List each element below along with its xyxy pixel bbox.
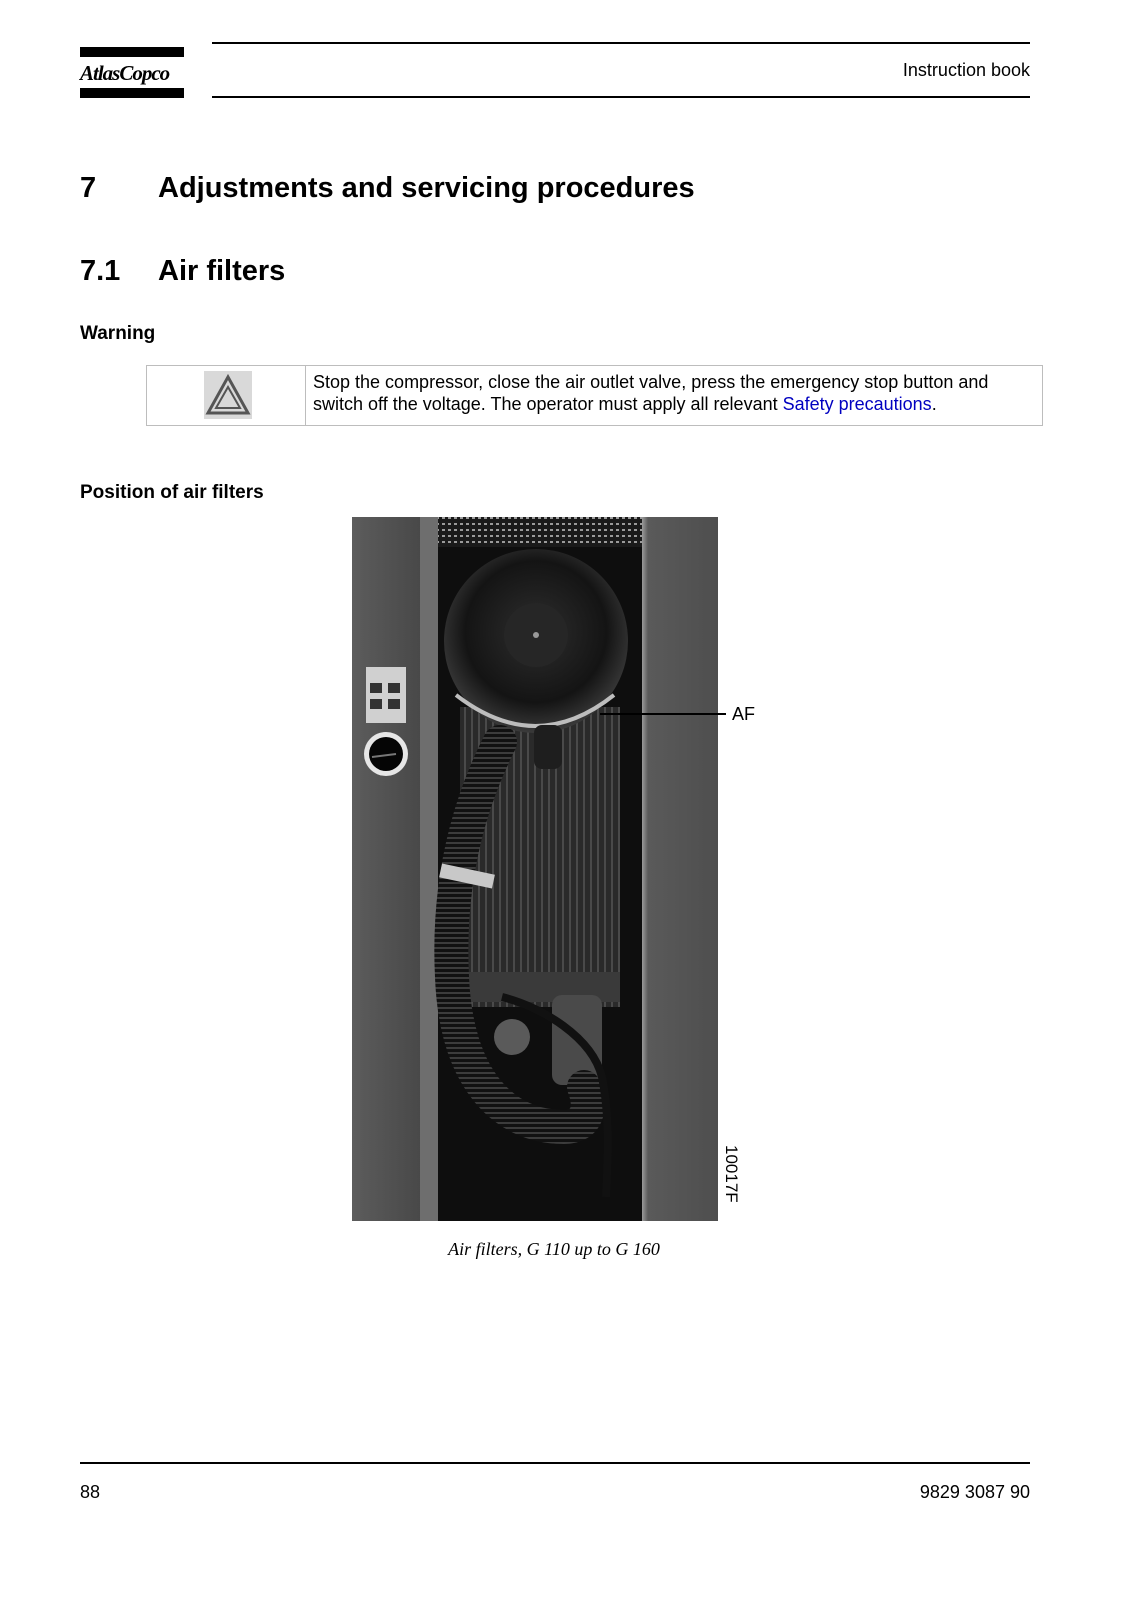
warning-triangle-icon	[204, 371, 252, 419]
safety-precautions-link[interactable]: Safety precautions	[782, 394, 932, 414]
logo-bar-bottom	[80, 88, 184, 98]
atlas-copco-logo	[80, 47, 184, 99]
warning-heading: Warning	[80, 323, 156, 344]
header-rule-bottom	[212, 96, 1030, 98]
warning-body: Stop the compressor, close the air outlet valve, press the emergency stop button and switch off the voltage. The operator must apply all relevant	[313, 372, 989, 414]
footer-rule	[80, 1462, 1030, 1464]
document-type: Instruction book	[902, 60, 1030, 80]
figure-caption: Air filters, G 110 up to G 160	[448, 1239, 660, 1259]
subsection-title: Air filters	[158, 255, 286, 287]
warning-end: .	[931, 394, 937, 414]
warning-text	[313, 371, 1033, 415]
section-number: 7	[80, 172, 97, 204]
subsection-number: 7.1	[80, 255, 121, 287]
page-number: 88	[80, 1482, 101, 1502]
document-number: 9829 3087 90	[919, 1482, 1030, 1502]
logo-bar-top	[80, 47, 184, 57]
logo-wordmark: AtlasCopco	[80, 61, 170, 85]
warning-table	[146, 365, 1043, 426]
warning-icon-cell	[147, 366, 306, 425]
air-filter-photo	[352, 517, 762, 1223]
header-rule-top	[212, 42, 1030, 44]
section-title: Adjustments and servicing procedures	[158, 172, 695, 204]
callout-af-label: AF	[732, 704, 756, 724]
image-code: 10017F	[722, 1145, 741, 1203]
air-filter-figure	[352, 517, 762, 1223]
position-heading: Position of air filters	[80, 482, 264, 503]
